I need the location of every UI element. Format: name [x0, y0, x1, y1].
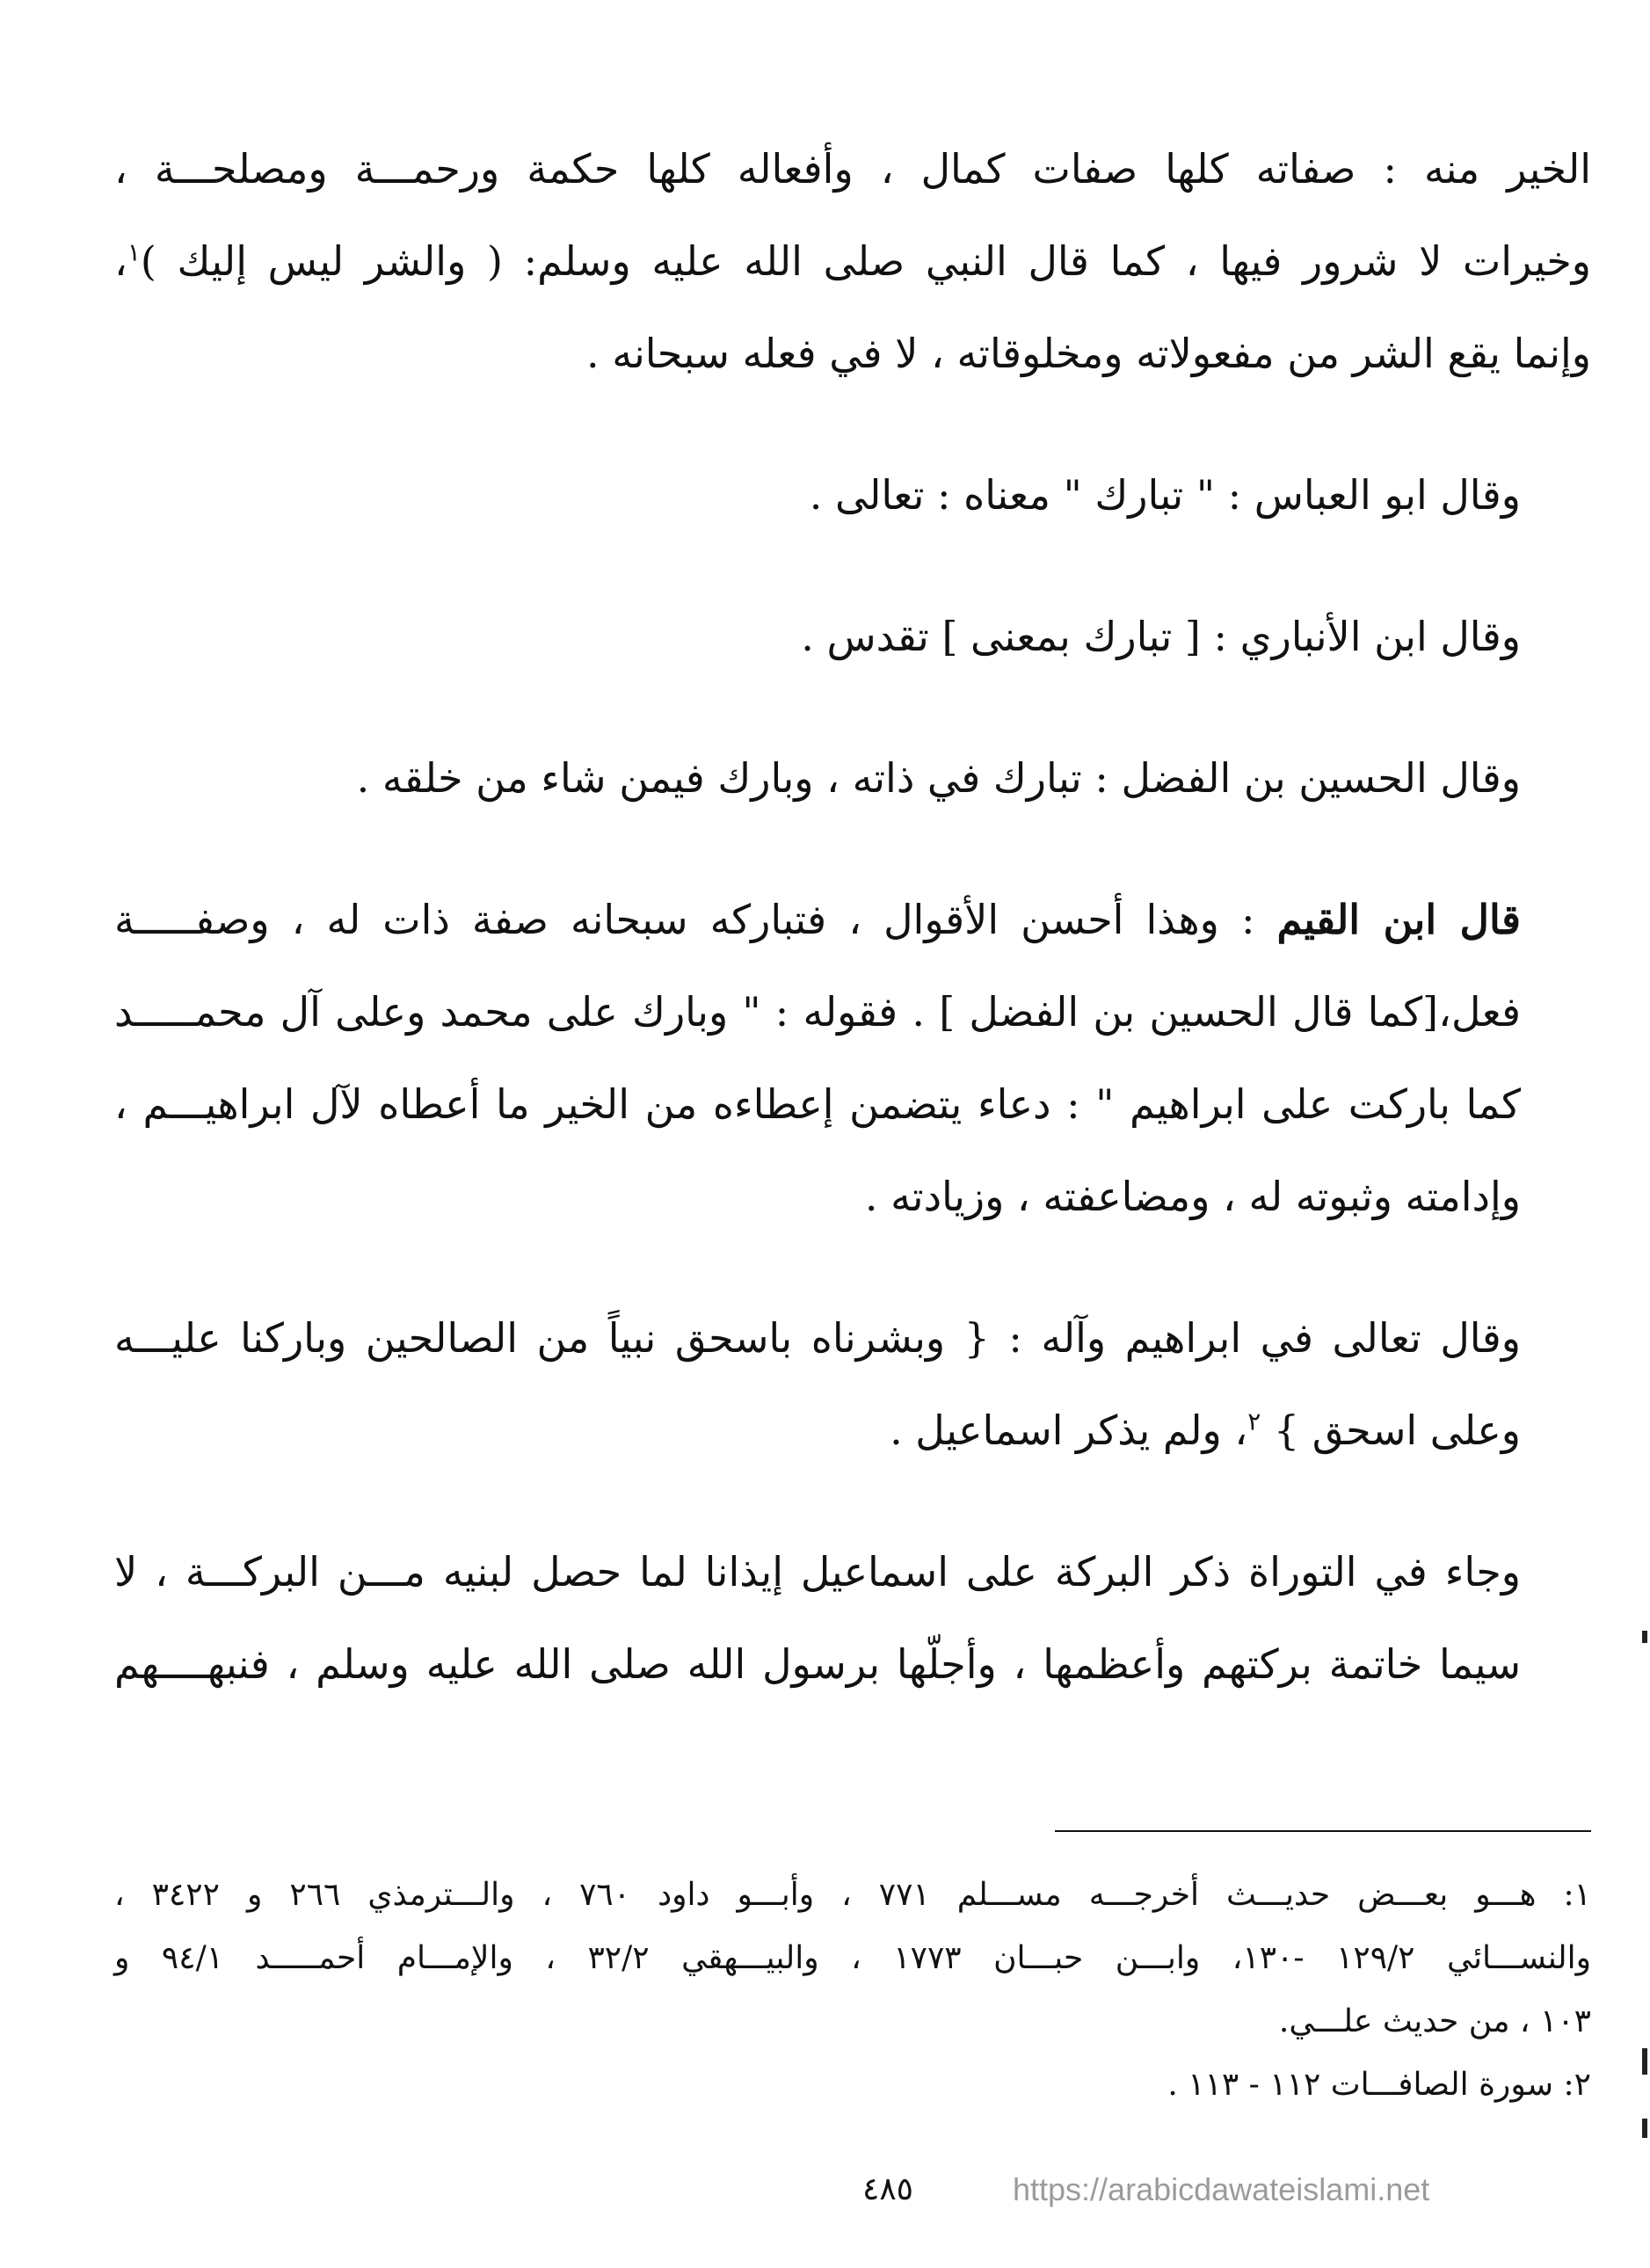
page-number: ٤٨٥: [861, 2171, 913, 2207]
footnote-1: [114, 1864, 1591, 2054]
text-line: [114, 874, 1591, 966]
text-line: الخير منه : صفاته كلها صفات كمال ، وأفعاله كلها حكمة ورحمـــة ومصلحـــة ،: [114, 145, 1591, 193]
text-line: سيما خاتمة بركتهم وأعظمها ، وأجلّها برسول الله صلى الله عليه وسلم ، فنبهــــهم: [114, 1640, 1521, 1688]
text-line: وقال ابو العباس : " تبارك " معناه : تعالى .: [809, 471, 1521, 519]
scan-mark: [1642, 1631, 1647, 1643]
footnote-line: ١٠٣ ، من حديث علـــي.: [1278, 2003, 1591, 2039]
footnote-ref: ٢: [1247, 1407, 1261, 1436]
paragraph-1: [114, 123, 1591, 400]
paragraph-2: [114, 449, 1591, 542]
footnote-2: [114, 2054, 1591, 2117]
text-line: وإدامته وثبوته له ، ومضاعفته ، وزيادته .: [864, 1173, 1521, 1220]
text-line: كما باركت على ابراهيم " : دعاء يتضمن إعطاءه من الخير ما أعطاه لآل ابراهيـــم ،: [114, 1080, 1521, 1128]
watermark-url: https://arabicdawateislami.net: [1013, 2171, 1430, 2207]
text-segment: وعلى اسحق }: [1273, 1407, 1521, 1454]
text-segment: ، ولم يذكر اسماعيل .: [890, 1407, 1248, 1454]
text-line: وقال الحسين بن الفضل : تبارك في ذاته ، وبارك فيمن شاء من خلقه .: [356, 754, 1521, 802]
footnote-separator: [1055, 1830, 1591, 1832]
bold-lead: قال ابن القيم: [1276, 896, 1521, 943]
footnote-line: ٢: سورة الصافـــات ١١٢ - ١١٣ .: [1167, 2067, 1591, 2103]
footnotes: [114, 1864, 1591, 2117]
paragraph-4: [114, 732, 1591, 825]
paragraph-5: [114, 874, 1591, 1243]
text-segment: وخيرات لا شرور فيها ، كما قال النبي صلى الله عليه وسلم: ( والشر ليس إليك ): [140, 237, 1591, 285]
text-line: وجاء في التوراة ذكر البركة على اسماعيل إيذانا لما حصل لبنيه مـــن البركـــة ، لا: [114, 1548, 1521, 1596]
text-segment: : وهذا أحسن الأقوال ، فتباركه سبحانه صفة ذات له ، وصفـــــة: [114, 896, 1277, 943]
scan-mark: [1642, 2119, 1647, 2138]
text-line: فعل،[كما قال الحسين بن الفضل ] . فقوله : " وبارك على محمد وعلى آل محمـــــد: [114, 988, 1521, 1036]
footnote-line: والنســـائي ١٢٩/٢ -١٣٠، وابـــن حبـــان ١٧٧٣ ، والبيـــهقي ٣٢/٢ ، والإمـــام أحمـــــد ٩٤/١ و: [114, 1940, 1592, 1976]
text-line: وإنما يقع الشر من مفعولاته ومخلوقاته ، لا في فعله سبحانه .: [586, 330, 1591, 377]
text-line: وقال ابن الأنباري : [ تبارك بمعنى ] تقدس .: [801, 613, 1521, 660]
footnote-ref: ١: [127, 237, 141, 267]
footnote-line: ١: هـــو بعـــض حديـــث أخرجـــه مســـلم ٧٧١ ، وأبـــو داود ٧٦٠ ، والـــترمذي ٢٦٦ و ٣٤٢٢ ،: [114, 1877, 1591, 1913]
text-line: وقال تعالى في ابراهيم وآله : { وبشرناه باسحق نبياً من الصالحين وباركنا عليـــه: [114, 1314, 1521, 1362]
paragraph-7: [114, 1526, 1591, 1711]
scan-mark: [1642, 2048, 1647, 2075]
paragraph-3: [114, 591, 1591, 683]
paragraph-6: [114, 1292, 1591, 1477]
text-line: [114, 1385, 1591, 1477]
text-line: وخيرات لا شرور فيها ، كما قال النبي صلى الله عليه وسلم: ( والشر ليس إليك )$^١$،: [114, 237, 1591, 285]
body-text: [114, 123, 1591, 1760]
